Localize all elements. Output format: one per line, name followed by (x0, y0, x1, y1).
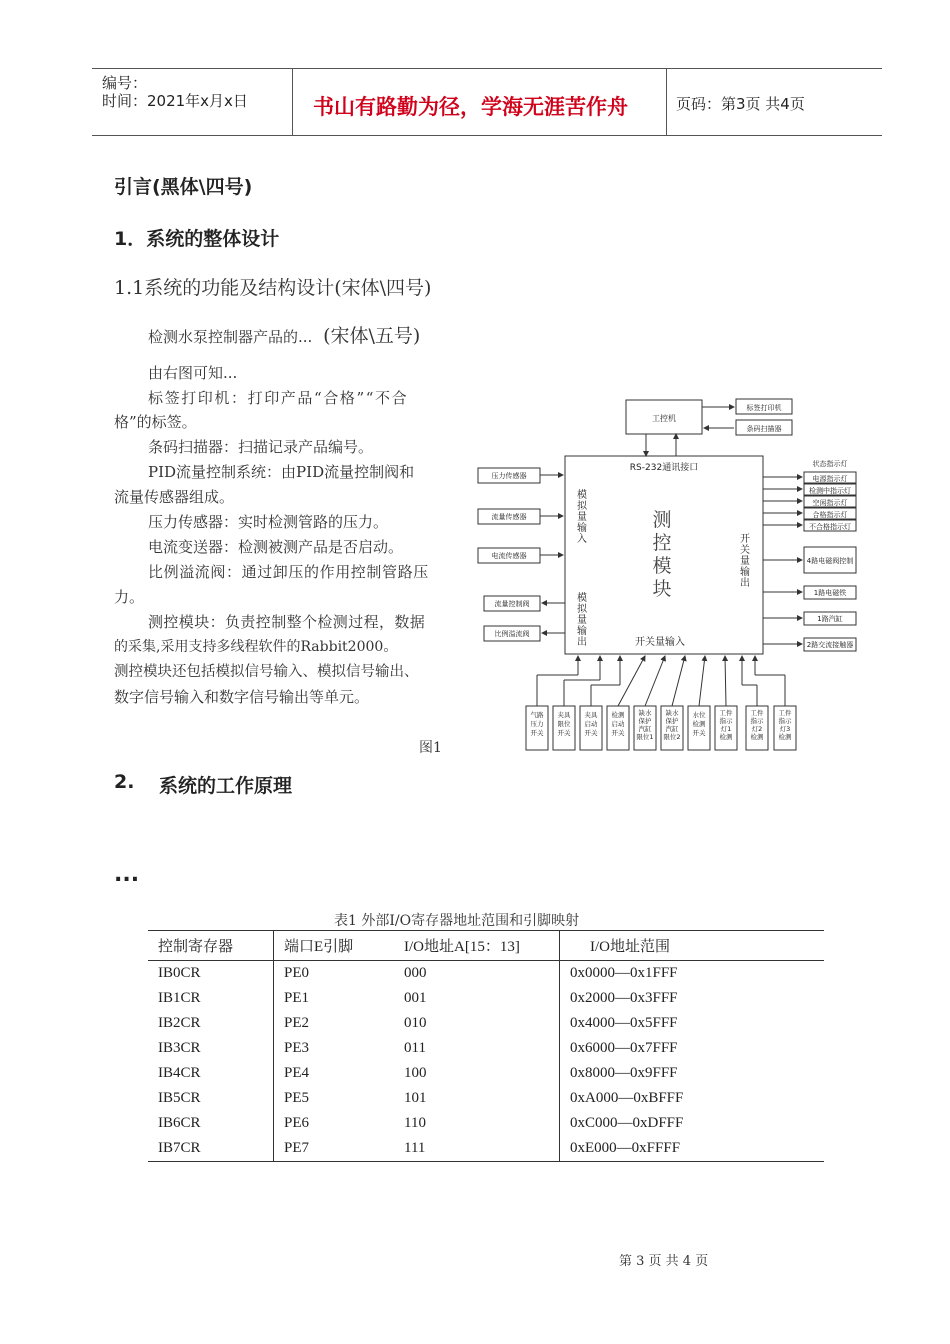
ellipsis: ... (114, 862, 140, 887)
section-2-heading: 系统的工作原理 (159, 775, 293, 797)
svg-text:启动: 启动 (584, 720, 598, 728)
intro-heading: 引言(黑体\四号) (114, 176, 253, 198)
svg-text:模: 模 (652, 555, 672, 577)
svg-text:压力: 压力 (530, 720, 544, 728)
svg-text:开关: 开关 (584, 729, 598, 737)
table-caption: 表1 外部I/O寄存器地址范围和引脚映射 (334, 913, 580, 929)
svg-text:缺水: 缺水 (638, 709, 652, 717)
svg-text:流量控制阀: 流量控制阀 (494, 600, 530, 608)
table-header-row (148, 931, 824, 961)
lead-line: 检测水泵控制器产品的... (宋体\五号) (148, 325, 421, 347)
register-table (148, 930, 824, 1162)
svg-text:4路电磁阀控制: 4路电磁阀控制 (806, 557, 854, 565)
table-row: IB6CR PE6 110 0xC000—0xDFFF (148, 1111, 824, 1136)
svg-text:限位1: 限位1 (636, 733, 654, 741)
col-header: I/O地址A[15：13] (394, 931, 560, 961)
svg-text:空闲指示灯: 空闲指示灯 (812, 499, 848, 507)
svg-text:检测: 检测 (750, 733, 764, 741)
svg-text:1路电磁铁: 1路电磁铁 (813, 589, 847, 597)
svg-text:量: 量 (577, 615, 587, 626)
svg-text:2路交流接触器: 2路交流接触器 (806, 641, 854, 649)
svg-text:块: 块 (652, 578, 672, 600)
svg-text:RS-232通讯接口: RS-232通讯接口 (629, 463, 699, 473)
svg-text:灯2: 灯2 (751, 725, 763, 733)
col-header: 控制寄存器 (148, 931, 274, 961)
svg-text:指示: 指示 (750, 717, 764, 725)
svg-text:限位: 限位 (557, 720, 571, 728)
svg-text:灯1: 灯1 (720, 725, 732, 733)
svg-text:检测: 检测 (611, 711, 625, 719)
figure-caption: 图1 (419, 740, 442, 756)
svg-text:不合格指示灯: 不合格指示灯 (809, 523, 851, 531)
section-1-1-heading: 1.1系统的功能及结构设计(宋体\四号) (114, 277, 432, 299)
svg-text:开关: 开关 (692, 729, 706, 737)
svg-text:保护: 保护 (665, 717, 679, 725)
svg-text:控: 控 (652, 532, 672, 554)
svg-text:流量传感器: 流量传感器 (491, 513, 527, 521)
svg-text:量: 量 (577, 512, 587, 523)
number-label: 编号： (102, 74, 148, 92)
table-row: IB2CR PE2 010 0x4000—0x5FFF (148, 1011, 824, 1036)
page-footer: 第 3 页 共 4 页 (619, 1254, 709, 1269)
svg-text:水位: 水位 (692, 711, 706, 719)
svg-text:测: 测 (652, 509, 672, 531)
svg-text:气路: 气路 (530, 711, 544, 719)
svg-text:关: 关 (740, 545, 750, 556)
time-label: 时间：2021年x月x日 (102, 92, 248, 110)
svg-text:开关: 开关 (611, 729, 625, 737)
svg-text:标签打印机: 标签打印机 (746, 404, 782, 412)
system-block-diagram (470, 390, 870, 760)
svg-text:条码扫描器: 条码扫描器 (746, 425, 782, 433)
col-header: I/O地址范围 (560, 931, 825, 961)
section-1-heading: 1．系统的整体设计 (114, 228, 280, 250)
svg-text:汽缸: 汽缸 (638, 725, 652, 733)
svg-text:开关量输入: 开关量输入 (635, 637, 685, 648)
svg-text:限位2: 限位2 (663, 733, 681, 741)
svg-text:检测中指示灯: 检测中指示灯 (809, 487, 851, 495)
svg-text:量: 量 (740, 556, 750, 567)
page-info: 页码：第3页 共4页 (676, 95, 805, 113)
table-row: IB3CR PE3 011 0x6000—0x7FFF (148, 1036, 824, 1061)
svg-text:缺水: 缺水 (665, 709, 679, 717)
svg-text:压力传感器: 压力传感器 (491, 472, 527, 480)
table-row: IB0CR PE0 000 0x0000—0x1FFF (148, 961, 824, 987)
svg-text:保护: 保护 (638, 717, 652, 725)
svg-text:模: 模 (577, 490, 587, 501)
ipc-label: 工控机 (652, 414, 676, 423)
col-header: 端口E引脚 (274, 931, 395, 961)
table-row: IB5CR PE5 101 0xA000—0xBFFF (148, 1086, 824, 1111)
svg-text:出: 出 (740, 578, 750, 589)
svg-text:比例溢流阀: 比例溢流阀 (494, 630, 530, 638)
svg-text:合格指示灯: 合格指示灯 (812, 511, 848, 519)
svg-text:灯3: 灯3 (779, 725, 791, 733)
svg-text:夹具: 夹具 (557, 711, 571, 719)
svg-text:启动: 启动 (611, 720, 625, 728)
svg-text:拟: 拟 (577, 604, 587, 615)
motto: 书山有路勤为径，学海无涯苦作舟 (313, 95, 628, 119)
svg-text:指示: 指示 (778, 717, 792, 725)
svg-text:输: 输 (740, 567, 750, 578)
svg-text:出: 出 (577, 637, 587, 648)
table-row: IB7CR PE7 111 0xE000—0xFFFF (148, 1136, 824, 1162)
svg-text:工件: 工件 (778, 709, 792, 717)
svg-text:入: 入 (577, 534, 587, 545)
svg-text:汽缸: 汽缸 (665, 725, 679, 733)
table-row: IB1CR PE1 001 0x2000—0x3FFF (148, 986, 824, 1011)
svg-text:开关: 开关 (530, 729, 544, 737)
svg-text:拟: 拟 (577, 501, 587, 512)
svg-text:开关: 开关 (557, 729, 571, 737)
svg-text:输: 输 (577, 626, 587, 637)
svg-text:夹具: 夹具 (584, 711, 598, 719)
section-2-number: 2. (114, 771, 135, 793)
svg-text:检测: 检测 (692, 720, 706, 728)
svg-text:工件: 工件 (750, 709, 764, 717)
svg-text:1路汽缸: 1路汽缸 (817, 615, 843, 623)
svg-text:模: 模 (577, 593, 587, 604)
svg-text:电源指示灯: 电源指示灯 (812, 475, 848, 483)
svg-text:检测: 检测 (778, 733, 792, 741)
svg-text:开: 开 (740, 534, 750, 545)
table-row: IB4CR PE4 100 0x8000—0x9FFF (148, 1061, 824, 1086)
svg-text:电流传感器: 电流传感器 (491, 552, 527, 560)
svg-text:状态指示灯: 状态指示灯 (812, 460, 848, 468)
svg-text:工件: 工件 (719, 709, 733, 717)
svg-text:指示: 指示 (719, 717, 733, 725)
svg-text:检测: 检测 (719, 733, 733, 741)
svg-text:输: 输 (577, 523, 587, 534)
